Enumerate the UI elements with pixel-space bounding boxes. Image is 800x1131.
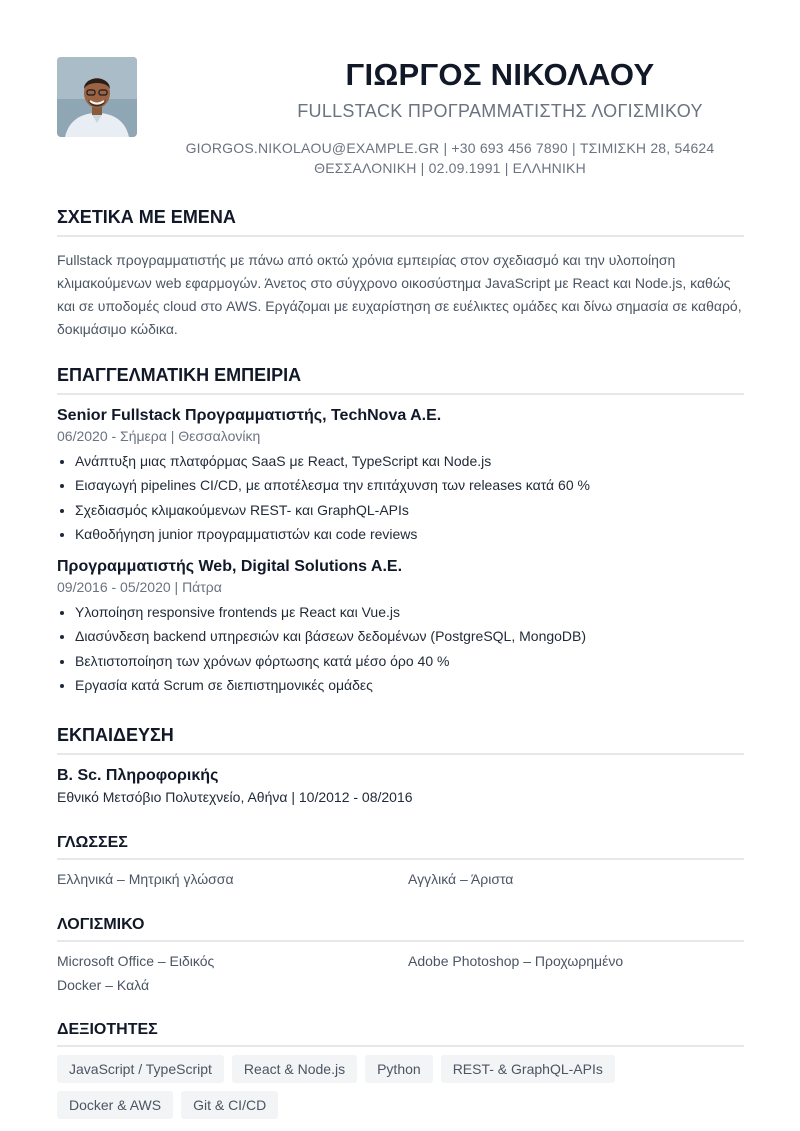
job-title: FULLSTACK ΠΡΟΓΡΑΜΜΑΤΙΣΤΗΣ ΛΟΓΙΣΜΙΚΟΥ	[297, 101, 703, 121]
section-heading: ΕΠΑΓΓΕΛΜΑΤΙΚΗ ΕΜΠΕΙΡΙΑ	[57, 365, 744, 395]
contact-info-line: ΘΕΣΣΑΛΟΝΙΚΗ | 02.09.1991 | ΕΛΛΗΝΙΚΗ	[314, 160, 586, 176]
bullet-item: • Βελτιστοποίηση των χρόνων φόρτωσης κατά μέσο όρο 40 %	[75, 649, 744, 673]
job-bullets	[57, 449, 744, 546]
job-meta: 06/2020 - Σήμερα | Θεσσαλονίκη	[57, 428, 261, 444]
job-bullets	[57, 600, 744, 697]
job-meta: 09/2016 - 05/2020 | Πάτρα	[57, 579, 222, 596]
person-name: ΓΙΩΡΓΟΣ ΝΙΚΟΛΑΟΥ	[345, 57, 655, 92]
skills-chips	[57, 1055, 677, 1119]
section-heading: ΛΟΓΙΣΜΙΚΟ	[57, 916, 744, 942]
job-position: Προγραμματιστής Web, Digital Solutions A.E.	[57, 558, 403, 576]
skill-chip: JavaScript / TypeScript	[57, 1055, 224, 1083]
bullet-item: • Διασύνδεση backend υπηρεσιών και βάσεων δεδομένων (PostgreSQL, MongoDB)	[75, 624, 744, 648]
skill-chip: Docker & AWS	[57, 1091, 173, 1119]
bullet-item: • Εργασία κατά Scrum σε διεπιστημονικές ομάδες	[75, 673, 744, 697]
languages-section	[57, 834, 744, 888]
education-section	[57, 725, 744, 805]
software-item: Microsoft Office – Ειδικός	[57, 953, 215, 969]
bullet-item: • Εισαγωγή pipelines CI/CD, με αποτέλεσμα την επιτάχυνση των releases κατά 60 %	[75, 473, 744, 497]
profile-photo	[57, 57, 137, 137]
skill-chip: Git & CI/CD	[181, 1091, 278, 1119]
section-heading: ΔΕΞΙΟΤΗΤΕΣ	[57, 1021, 744, 1047]
section-heading: ΓΛΩΣΣΕΣ	[57, 834, 744, 860]
bullet-item: • Υλοποίηση responsive frontends με React και Vue.js	[75, 600, 744, 624]
about-text: Fullstack προγραμματιστής με πάνω από οκτώ χρόνια εμπειρίας στον σχεδιασμό και την υλοποίηση κλιμακούμενων web εφαρμογών. Άνετος στο σύγχρονο οικοσύστημα JavaScript με React και Node.js, καθώς και σε υποδομές cloud στο AWS. Εργάζομαι με ευχαρίστηση σε ευέλικτες ομάδες και δίνω σημασία σε καθαρό, δοκιμάσιμο κώδικα.	[57, 252, 742, 337]
skill-chip: REST- & GraphQL-APIs	[441, 1055, 615, 1083]
section-heading: ΕΚΠΑΙΔΕΥΣΗ	[57, 725, 744, 755]
bullet-item: • Σχεδιασμός κλιμακούμενων REST- και GraphQL-APIs	[75, 498, 744, 522]
software-section	[57, 916, 744, 994]
bullet-item: • Καθοδήγηση junior προγραμματιστών και code reviews	[75, 522, 744, 546]
job-position: Senior Fullstack Προγραμματιστής, TechNova A.E.	[57, 407, 442, 424]
skills-section	[57, 1021, 744, 1119]
job-entry	[57, 558, 744, 697]
job-entry	[57, 407, 744, 546]
software-item: Adobe Photoshop – Προχωρημένο	[408, 953, 624, 969]
language-item: Αγγλικά – Άριστα	[408, 871, 514, 887]
school: Εθνικό Μετσόβιο Πολυτεχνείο, Αθήνα | 10/2012 - 08/2016	[57, 789, 413, 805]
bullet-item: • Ανάπτυξη μιας πλατφόρμας SaaS με React, TypeScript και Node.js	[75, 449, 744, 473]
experience-section	[57, 365, 744, 697]
contact-info-line: GIORGOS.NIKOLAOU@EXAMPLE.GR | +30 693 456 7890 | ΤΣΙΜΙΣΚΗ 28, 54624	[185, 140, 715, 156]
skill-chip: Python	[365, 1055, 433, 1083]
section-heading: ΣΧΕΤΙΚΑ ΜΕ ΕΜΕΝΑ	[57, 207, 744, 237]
software-list	[57, 952, 744, 994]
software-item: Docker – Καλά	[57, 977, 150, 993]
languages-list	[57, 870, 744, 888]
about-section	[57, 207, 744, 341]
degree: B. Sc. Πληροφορικής	[57, 767, 219, 784]
skill-chip: React & Node.js	[232, 1055, 357, 1083]
language-item: Ελληνικά – Μητρική γλώσσα	[57, 871, 234, 887]
